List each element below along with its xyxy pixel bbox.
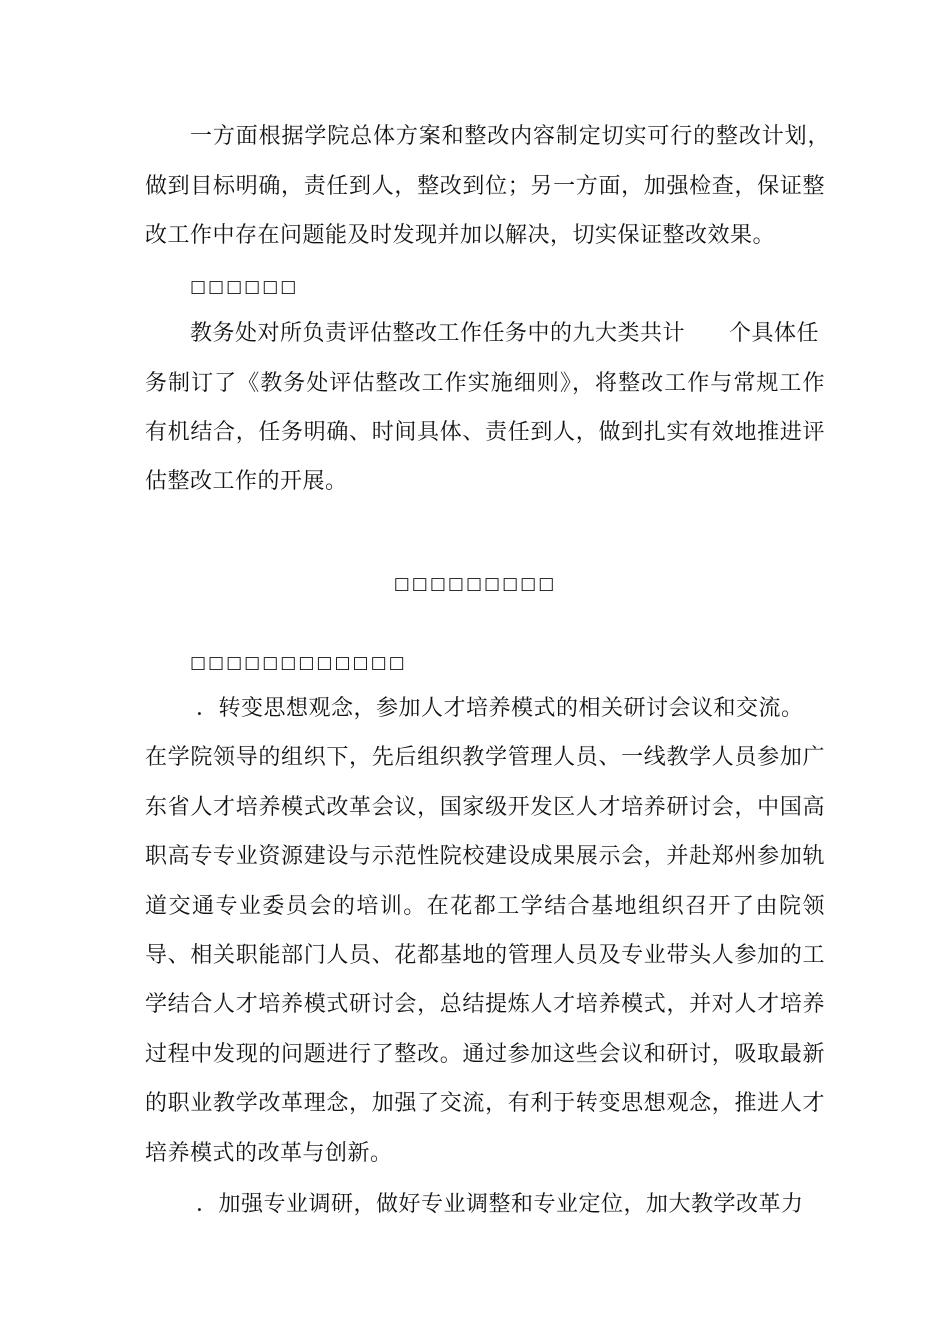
paragraph-line: 东省人才培养模式改革会议，国家级开发区人才培养研讨会，中国高 <box>145 795 825 820</box>
paragraph-line: 改工作中存在问题能及时发现并加以解决，切实保证整改效果。 <box>145 223 776 248</box>
paragraph-line: 做到目标明确，责任到人，整改到位；另一方面，加强检查，保证整 <box>145 174 825 199</box>
paragraph-line: 有机结合，任务明确、时间具体、责任到人，做到扎实有效地推进评 <box>145 420 825 445</box>
paragraph-text: 个具体任 <box>729 321 820 346</box>
subheading: □□□□□□□□□□□□ <box>190 653 407 673</box>
paragraph-line: 学结合人才培养模式研讨会，总结提炼人才培养模式，并对人才培养 <box>145 992 825 1017</box>
paragraph-text: 教务处对所负责评估整改工作任务中的九大类共计 <box>190 321 686 346</box>
item-lead: ．加强专业调研，做好专业调整和专业定位，加大教学改革力 <box>196 1192 804 1217</box>
section-title: □□□□□□□□□ <box>393 574 557 594</box>
paragraph-line: 务制订了《教务处评估整改工作实施细则》，将整改工作与常规工作 <box>145 371 825 396</box>
paragraph-line: 导、相关职能部门人员、花都基地的管理人员及专业带头人参加的工 <box>145 943 825 968</box>
paragraph-line: 道交通专业委员会的培训。在花都工学结合基地组织召开了由院领 <box>145 894 825 919</box>
paragraph-line: 职高专专业资源建设与示范性院校建设成果展示会，并赴郑州参加轨 <box>145 844 825 869</box>
paragraph-line: 估整改工作的开展。 <box>145 469 348 494</box>
paragraph-line <box>190 319 830 349</box>
paragraph-line: 过程中发现的问题进行了整改。通过参加这些会议和研讨，吸取最新 <box>145 1042 825 1067</box>
paragraph-line: 在学院领导的组织下，先后组织教学管理人员、一线教学人员参加广 <box>145 745 825 770</box>
paragraph-line: 的职业教学改革理念，加强了交流，有利于转变思想观念，推进人才 <box>145 1091 825 1116</box>
paragraph-line: 培养模式的改革与创新。 <box>145 1141 393 1166</box>
item-lead: ．转变思想观念，参加人才培养模式的相关研讨会议和交流。 <box>196 696 804 721</box>
subheading: □□□□□□ <box>190 277 299 297</box>
paragraph-line: 一方面根据学院总体方案和整改内容制定切实可行的整改计划， <box>190 124 830 149</box>
